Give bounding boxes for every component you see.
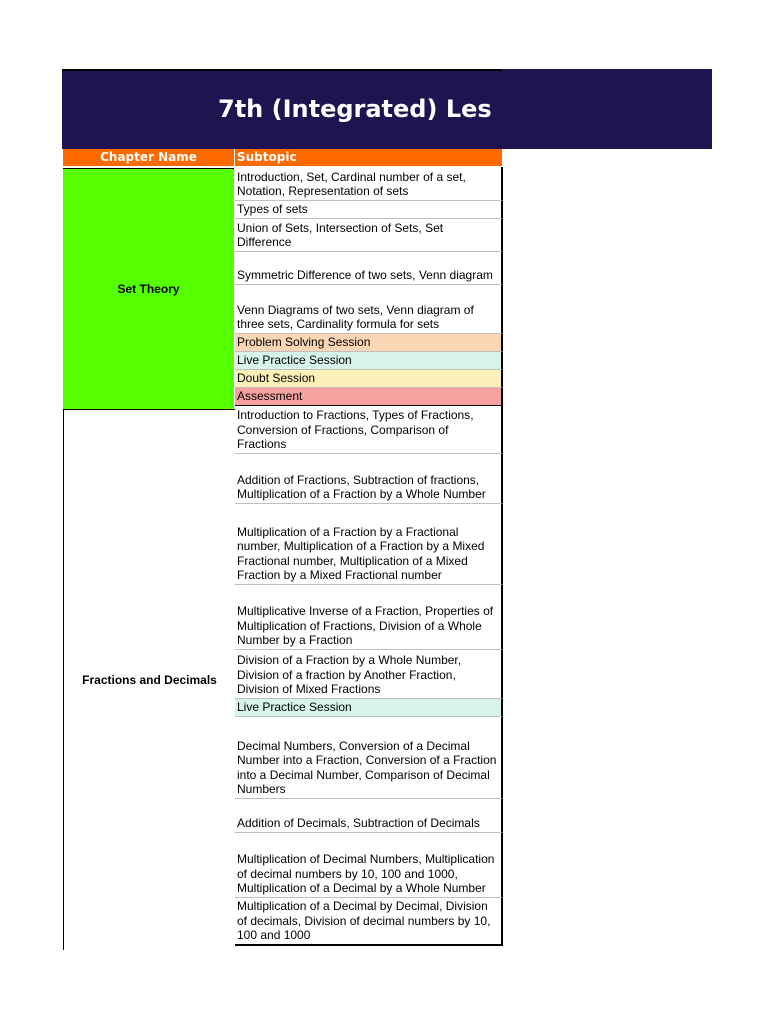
header-subtopic: Subtopic <box>235 149 502 166</box>
subtopic-row <box>235 252 503 285</box>
subtopic-row <box>235 406 503 454</box>
subtopic-row <box>235 699 503 717</box>
subtopic-row <box>235 799 503 833</box>
subtopic-text: Venn Diagrams of two sets, Venn diagram of three sets, Cardinality formula for sets <box>237 302 474 332</box>
subtopic-list <box>235 167 503 946</box>
subtopic-text: Symmetric Difference of two sets, Venn diagram <box>237 268 493 283</box>
chapter-set-theory: Set Theory <box>63 168 234 409</box>
header-chapter-name: Chapter Name <box>63 149 234 166</box>
subtopic-row <box>235 585 503 650</box>
subtopic-text: Union of Sets, Intersection of Sets, Set Difference <box>237 220 444 250</box>
subtopic-row <box>235 219 503 252</box>
subtopic-text: Assessment <box>237 389 303 404</box>
subtopic-row <box>235 167 503 201</box>
page-title: 7th (Integrated) Les <box>218 95 492 123</box>
subtopic-row <box>235 388 503 406</box>
subtopic-row <box>235 717 503 799</box>
banner-top-border <box>62 69 502 71</box>
subtopic-row <box>235 285 503 334</box>
subtopic-text: Doubt Session <box>237 371 316 386</box>
subtopic-row <box>235 201 503 219</box>
subtopic-text: Addition of Decimals, Subtraction of Decimals <box>237 816 480 831</box>
subtopic-text: Introduction, Set, Cardinal number of a set, Notation, Representation of sets <box>237 169 466 199</box>
subtopic-text: Division of a Fraction by a Whole Number, Division of a fraction by Another Fraction, Division of Mixed Fractions <box>237 653 462 697</box>
subtopic-row <box>235 650 503 699</box>
subtopic-row <box>235 504 503 585</box>
subtopic-text: Live Practice Session <box>237 700 352 715</box>
subtopic-text: Problem Solving Session <box>237 335 371 350</box>
subtopic-text: Types of sets <box>237 202 308 217</box>
subtopic-text: Multiplicative Inverse of a Fraction, Properties of Multiplication of Fractions, Division of a Whole Number by a Fraction <box>237 604 494 648</box>
subtopic-text: Decimal Numbers, Conversion of a Decimal Number into a Fraction, Conversion of a Fraction into a Decimal Number, Comparison of Decimal Numbers <box>237 738 497 797</box>
subtopic-text: Live Practice Session <box>237 353 352 368</box>
chapter-fractions-and-decimals: Fractions and Decimals <box>63 409 235 950</box>
subtopic-row <box>235 370 503 388</box>
subtopic-row <box>235 352 503 370</box>
subtopic-text: Multiplication of a Fraction by a Fractional number, Multiplication of a Fraction by a Mixed Fractional number, Multiplication of a Mixed Fraction by a Mixed Fractional number <box>237 524 485 583</box>
subtopic-text: Multiplication of a Decimal by Decimal, Division of decimals, Division of decimal numbers by 10, 100 and 1000 <box>237 899 491 943</box>
subtopic-text: Multiplication of Decimal Numbers, Multiplication of decimal numbers by 10, 100 and 1000, Multiplication of a Decimal by a Whole Number <box>237 852 495 896</box>
subtopic-text: Addition of Fractions, Subtraction of fractions, Multiplication of a Fraction by a Whole Number <box>237 472 486 502</box>
subtopic-row <box>235 833 503 898</box>
subtopic-text: Introduction to Fractions, Types of Fractions, Conversion of Fractions, Comparison of Fractions <box>237 408 474 452</box>
subtopic-row <box>235 334 503 352</box>
subtopic-row <box>235 454 503 504</box>
subtopic-row <box>235 898 503 946</box>
